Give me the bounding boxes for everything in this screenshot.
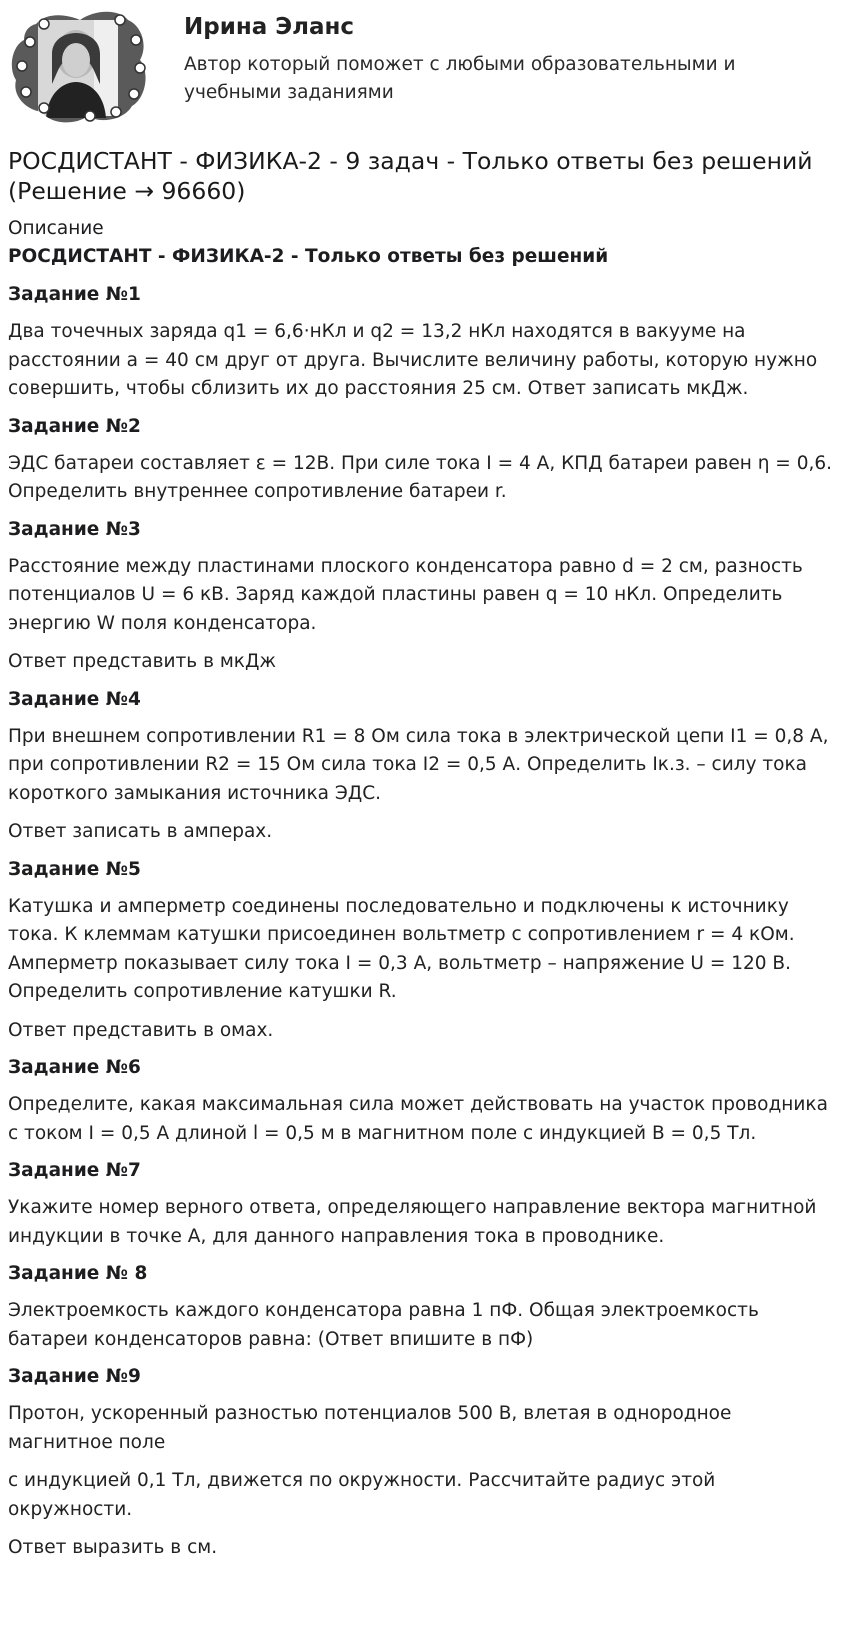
task-text: Расстояние между пластинами плоского конденсатора равно d = 2 см, разность потенциалов U = 6 кВ. Заряд каждой пластины равен q = 10 нКл. Определить энергию W поля конденсатора.	[8, 555, 803, 634]
page-title: РОСДИСТАНТ - ФИЗИКА-2 - 9 задач - Только ответы без решений (Решение → 96660)	[8, 147, 813, 205]
task-heading: Задание №1	[8, 284, 141, 305]
task-answer-unit: Ответ записать в амперах.	[8, 821, 273, 842]
task-heading: Задание №7	[8, 1160, 141, 1181]
description-subtitle: РОСДИСТАНТ - ФИЗИКА-2 - Только ответы без решений	[8, 246, 609, 267]
task-text: Электроемкость каждого конденсатора равна 1 пФ. Общая электроемкость батареи конденсаторов равна: (Ответ впишите в пФ)	[8, 1300, 759, 1350]
work-description	[8, 146, 840, 1573]
task-heading: Задание №5	[8, 858, 141, 880]
task-text: Протон, ускоренный разностью потенциалов 500 В, влетая в однородное магнитное поле	[8, 1403, 732, 1453]
task-2	[8, 414, 840, 507]
task-text: Два точечных заряда q1 = 6,6·нКл и q2 = 13,2 нКл находятся в вакууме на расстоянии a = 40 см друг от друга. Вычислите величину работы, которую нужно совершить, чтобы сблизить их до расстояния 25 см. Ответ записать мкДж.	[8, 321, 818, 399]
task-7	[8, 1158, 840, 1251]
task-text: При внешнем сопротивлении R1 = 8 Ом сила тока в электрической цепи I1 = 0,8 А, при сопротивлении R2 = 15 Ом сила тока I2 = 0,5 А. Определить Iк.з. – силу тока короткого замыкания источника ЭДС.	[8, 725, 829, 804]
task-text: Определите, какая максимальная сила может действовать на участок проводника с током I = 0,5 А длиной l = 0,5 м в магнитном поле с индукцией B = 0,5 Тл.	[8, 1094, 828, 1144]
author-description: Автор который поможет с любыми образовательными и учебными заданиями	[184, 54, 736, 103]
task-answer-unit: Ответ выразить в см.	[8, 1537, 218, 1558]
task-6	[8, 1055, 840, 1148]
task-1	[8, 282, 840, 404]
task-heading: Задание №3	[8, 518, 141, 540]
task-answer-unit: Ответ представить в омах.	[8, 1019, 274, 1041]
task-text: Укажите номер верного ответа, определяющего направление вектора магнитной индукции в точке А, для данного направления тока в проводнике.	[8, 1197, 817, 1247]
task-heading: Задание №2	[8, 415, 141, 437]
task-9	[8, 1364, 840, 1563]
task-heading: Задание № 8	[8, 1263, 148, 1284]
task-text-continued: с индукцией 0,1 Тл, движется по окружности. Рассчитайте радиус этой окружности.	[8, 1470, 716, 1520]
task-4	[8, 687, 840, 847]
description-label: Описание	[8, 218, 104, 239]
author-name[interactable]: Ирина Эланс	[184, 14, 355, 40]
task-text: ЭДС батареи составляет ε = 12В. При силе тока I = 4 А, КПД батареи равен η = 0,6. Определить внутреннее сопротивление батареи r.	[8, 452, 832, 502]
author-header	[0, 0, 847, 130]
task-heading: Задание №9	[8, 1366, 141, 1387]
task-answer-unit: Ответ представить в мкДж	[8, 651, 277, 672]
task-8	[8, 1261, 840, 1354]
task-5	[8, 857, 840, 1046]
task-heading: Задание №4	[8, 688, 141, 710]
task-text: Катушка и амперметр соединены последовательно и подключены к источнику тока. К клеммам катушки присоединен вольтметр с сопротивлением r = 4 кОм. Амперметр показывает силу тока I = 0,3 А, вольтметр – напряжение U = 120 В. Определить сопротивление катушки R.	[8, 895, 795, 1002]
author-avatar[interactable]	[8, 6, 150, 126]
task-3	[8, 517, 840, 677]
task-heading: Задание №6	[8, 1057, 141, 1078]
